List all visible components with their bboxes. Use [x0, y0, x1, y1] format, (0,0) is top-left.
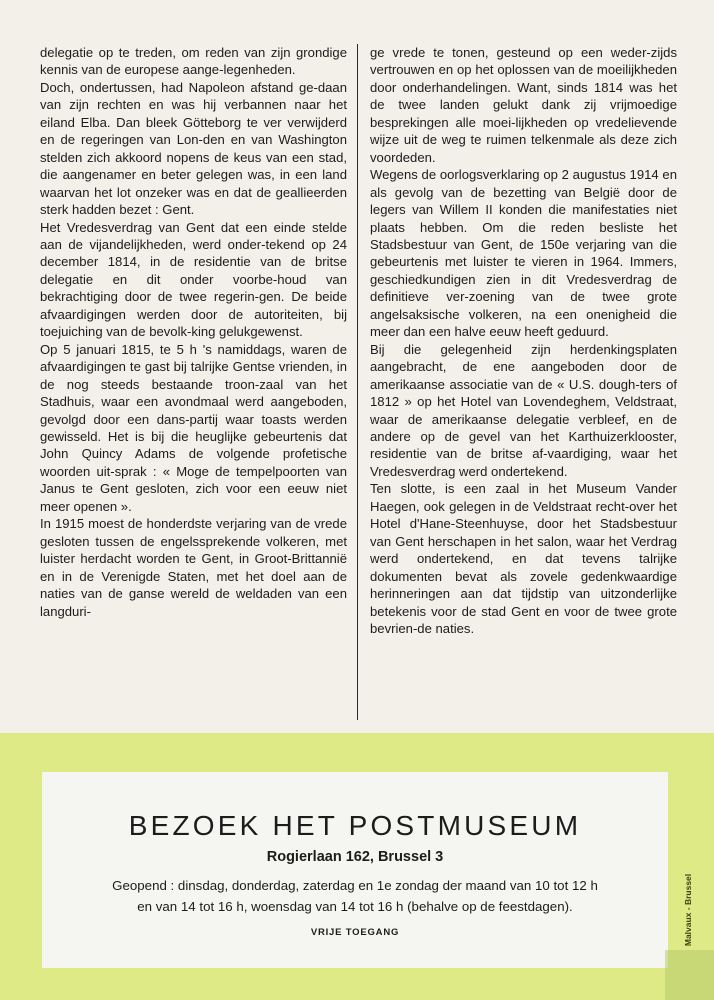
watermark-corner: [665, 950, 714, 1000]
paragraph: Bij die gelegenheid zijn herdenkingsplaten aangebracht, de ene aangeboden door de amerikaanse associatie van de « U.S. dough-ters of 1812 » op het Hotel van Lovendeghem, Veldstraat, waar de amerikaanse delegatie verbleef, en de andere op de gevel van het Karthuizerklooster, residentie van de britse af-vaardiging, waar het Vredesverdrag werd ondertekend.: [370, 341, 677, 479]
right-column: [370, 44, 677, 724]
left-column: [40, 44, 347, 724]
paragraph: ge vrede te tonen, gesteund op een weder-zijds vertrouwen en op het oplossen van de moeilijkheden door onderhandelingen. Want, sinds 1814 was het de twee landen gelukt dank zij vrijmoedige besprekingen alle moei-lijkheden op vredelievende wijze uit de weg te ruimen telkenmale als deze zich voordeden.: [370, 45, 677, 165]
free-entry-note: VRIJE TOEGANG: [310, 927, 400, 938]
article-body: [40, 44, 677, 724]
printer-credit: [676, 870, 700, 950]
column-divider: [357, 44, 358, 720]
paragraph: Het Vredesverdrag van Gent dat een einde stelde aan de vijandelijkheden, werd onder-tekend op 24 december 1814, in de residentie van de britse delegatie en dit onder voorbe-houd van bekrachtiging door de twee regerin-gen. De beide afvaardigingen werden door de autoriteiten, bij toejuiching van de bevolk-king gelukgewenst.: [40, 219, 347, 340]
paragraph: Op 5 januari 1815, te 5 h 's namiddags, waren de afvaardigingen te gast bij talrijke Gentse vrienden, in de nog steeds bestaande troon-zaal van het Stadhuis, waar een avondmaal werd aangeboden, gevolgd door een dans-partij waar toasts werden gewisseld. Het is bij die heuglijke gebeurtenis dat John Quincy Adams de volgende profetische woorden uit-sprak : « Moge de tempelpoorten van Janus te Gent gesloten, zich voor een eeuw niet meer openen ».: [40, 341, 347, 514]
advert-title: BEZOEK HET POSTMUSEUM: [128, 810, 582, 841]
paragraph: Ten slotte, is een zaal in het Museum Vander Haegen, ook gelegen in de Veldstraat recht-over het Hotel d'Hane-Steenhuyse, door het Stadsbestuur van Gent herschapen in het salon, waar het Verdrag werd ondertekend, en dat tevens talrijke dokumenten bevat als zovele gedenkwaardige herinneringen aan dat tijdstip van uitzonderlijke betekenis voor de stad Gent en voor de twee grote bevrien-de naties.: [370, 481, 677, 636]
opening-hours-line: Geopend : dinsdag, donderdag, zaterdag en 1e zondag der maand van 10 tot 12 h: [112, 878, 598, 893]
printer-credit-text: Malvaux - Brussel: [683, 873, 693, 947]
advert-address: Rogierlaan 162, Brussel 3: [266, 849, 444, 865]
paragraph: Wegens de oorlogsverklaring op 2 augustus 1914 en als gevolg van de bezetting van België door de legers van Willem II konden die manifestaties niet plaats hebben. Om die reden besliste het Stadsbestuur van Gent, de 150e verjaring van die gebeurtenis met luister te vieren in 1964. Immers, geschiedkundigen zien in dit Vredesverdrag de definitieve ver-zoening van de twee grote angelsaksische volkeren, na een onenigheid die meer dan een halve eeuw heeft geduurd.: [370, 167, 677, 340]
paragraph: Doch, ondertussen, had Napoleon afstand ge-daan van zijn rechten en was hij verbannen naar het eiland Elba. Dan bleek Götteborg te ver verwijderd en de regeringen van Lon-den en van Washington stelden zich akkoord nopens de keus van een stad, die aangenamer en beter gelegen was, in een land waarvan het lot onzeker was en dat de geallieerden sterk hadden bezet : Gent.: [40, 79, 347, 218]
opening-hours-line: en van 14 tot 16 h, woensdag van 14 tot 16 h (behalve op de feestdagen).: [137, 899, 573, 914]
advert-card: [42, 772, 668, 968]
paragraph: In 1915 moest de honderdste verjaring van de vrede gesloten tussen de engelssprekende volkeren, met luister herdacht worden te Gent, in Groot-Brittannië en in de Verenigde Staten, met het doel aan de naties van de ganse wereld de weldaden van een langduri-: [40, 516, 347, 619]
paragraph: delegatie op te treden, om reden van zijn grondige kennis van de europese aange-legenheden.: [40, 45, 347, 78]
opening-hours: [42, 875, 668, 917]
